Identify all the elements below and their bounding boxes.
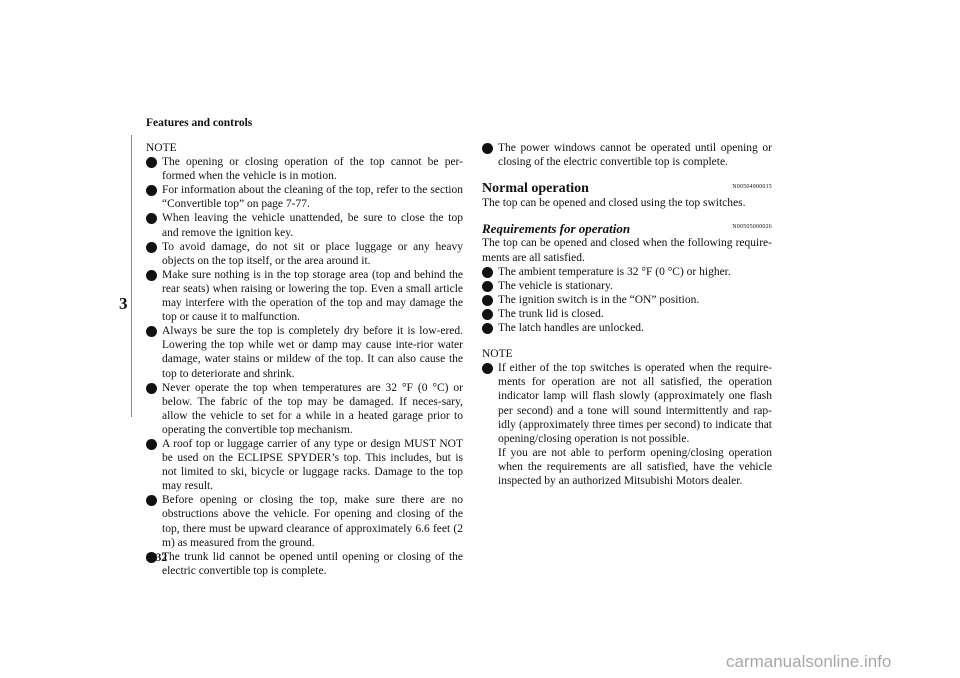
subsection-title: Requirements for operation — [482, 221, 631, 237]
bullet-icon — [146, 242, 157, 253]
chapter-tab-number: 3 — [119, 294, 128, 313]
subsection-code: N00505000026 — [732, 224, 772, 231]
note-item: If either of the top switches is operated when the require-ments for operation are not all satisfied, the operation indicator lamp will flash slowly (approximately one flash per second) and a tone will sound intermittently and rap-idly (approximately three times per second) to indicate that opening/closing operation is not possible. If you are not able to perform opening/closing operation when the requirements are all satisfied, have the vehicle inspected by an authorized Mitsubishi Motors dealer. — [482, 361, 772, 488]
note-item: Always be sure the top is completely dry before it is low-ered. Lowering the top while wet or damp may cause inte-rior water damage, water stains or mildew of the top. It can also cause the top to deteriorate and shrink. — [146, 324, 463, 380]
requirement-item: The vehicle is stationary. — [482, 279, 772, 293]
note-item: The opening or closing operation of the top cannot be per-formed when the vehicle is in motion. — [146, 155, 463, 183]
right-column — [482, 141, 772, 488]
note-item: Never operate the top when temperatures are 32 °F (0 °C) or below. The fabric of the top may be damaged. If neces-sary, allow the vehicle to set for a while in a heated garage prior to operating the convertible top mechanism. — [146, 381, 463, 437]
chapter-divider-line — [131, 135, 132, 417]
note-item: Before opening or closing the top, make sure there are no obstructions above the vehicle. For opening and closing of the top, there must be upward clearance of approximately 6.6 feet (2 m) as measured from the ground. — [146, 493, 463, 549]
subsection-heading — [482, 222, 772, 236]
top-note-list — [482, 141, 772, 169]
bullet-icon — [146, 326, 157, 337]
bullet-icon — [146, 157, 157, 168]
page-number: 3-32 — [146, 552, 168, 564]
bullet-icon — [146, 213, 157, 224]
page-header-title: Features and controls — [146, 117, 253, 129]
note-item: Make sure nothing is in the top storage area (top and behind the rear seats) when raising or lowering the top. Even a small article may interfere with the operation of the top and may damage the top or cause it to malfunction. — [146, 268, 463, 324]
left-column — [146, 141, 463, 578]
note-item: For information about the cleaning of the top, refer to the section “Convertible top” on page 7-77. — [146, 183, 463, 211]
bullet-icon — [482, 143, 493, 154]
note-list — [482, 361, 772, 488]
note-item: A roof top or luggage carrier of any type or design MUST NOT be used on the ECLIPSE SPYDER’s top. This includes, but is not limited to ski, bicycle or luggage racks. Damage to the top may result. — [146, 437, 463, 493]
bullet-icon — [482, 323, 493, 334]
requirement-item: The trunk lid is closed. — [482, 307, 772, 321]
note-label: NOTE — [482, 348, 513, 361]
requirement-item: The ambient temperature is 32 °F (0 °C) or higher. — [482, 265, 772, 279]
section-title: Normal operation — [482, 181, 589, 197]
bullet-icon — [146, 439, 157, 450]
note-label: NOTE — [146, 142, 177, 154]
watermark: carmanualsonline.info — [726, 652, 892, 671]
subsection-text: The top can be opened and closed when the following require-ments are all satisfied. — [482, 237, 772, 264]
bullet-icon — [146, 185, 157, 196]
bullet-icon — [146, 383, 157, 394]
bullet-icon — [482, 267, 493, 278]
bullet-icon — [482, 309, 493, 320]
note-item: The trunk lid cannot be opened until opening or closing of the electric convertible top is complete. — [146, 550, 463, 578]
section-code: N00504900015 — [732, 184, 772, 191]
requirement-item: The latch handles are unlocked. — [482, 321, 772, 335]
bullet-icon — [482, 281, 493, 292]
note-list — [146, 155, 463, 578]
note-item: The power windows cannot be operated until opening or closing of the electric convertible top is complete. — [482, 141, 772, 169]
note-item: To avoid damage, do not sit or place luggage or any heavy objects on the top itself, or the area around it. — [146, 240, 463, 268]
bullet-icon — [146, 495, 157, 506]
section-heading — [482, 182, 772, 196]
requirements-list — [482, 265, 772, 335]
section-text: The top can be opened and closed using the top switches. — [482, 197, 746, 210]
bullet-icon — [482, 295, 493, 306]
requirement-item: The ignition switch is in the “ON” position. — [482, 293, 772, 307]
bullet-icon — [146, 270, 157, 281]
note-item: When leaving the vehicle unattended, be sure to close the top and remove the ignition key. — [146, 211, 463, 239]
bullet-icon — [482, 363, 493, 374]
